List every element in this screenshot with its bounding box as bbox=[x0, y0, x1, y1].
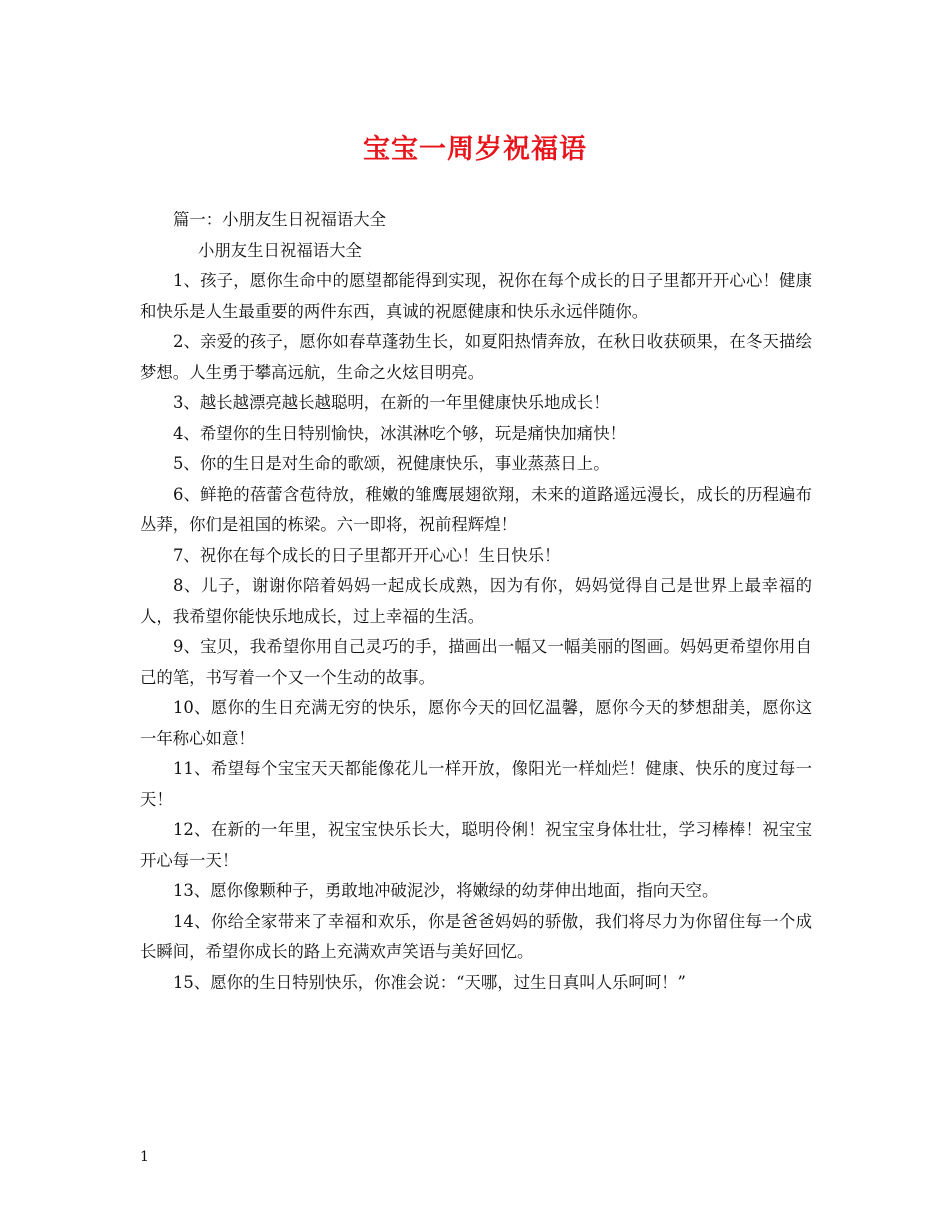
document-body bbox=[140, 205, 812, 998]
section-heading: 篇一：小朋友生日祝福语大全 bbox=[173, 210, 387, 229]
paragraph-14: 14、你给全家带来了幸福和欢乐，你是爸爸妈妈的骄傲，我们将尽力为你留住每一个成长瞬间，希望你成长的路上充满欢声笑语与美好回忆。 bbox=[140, 911, 812, 961]
paragraph-4: 4、希望你的生日特别愉快，冰淇淋吃个够，玩是痛快加痛快！ bbox=[173, 423, 626, 443]
paragraph-12: 12、在新的一年里，祝宝宝快乐长大，聪明伶俐！祝宝宝身体壮壮，学习棒棒！祝宝宝开心每一天！ bbox=[140, 820, 812, 870]
paragraph-10: 10、愿你的生日充满无穷的快乐，愿你今天的回忆温馨，愿你今天的梦想甜美，愿你这一年称心如意！ bbox=[140, 698, 812, 748]
paragraph-11: 11、希望每个宝宝天天都能像花儿一样开放，像阳光一样灿烂！健康、快乐的度过每一天！ bbox=[140, 759, 812, 809]
subheading: 小朋友生日祝福语大全 bbox=[198, 240, 362, 260]
paragraph-7: 7、祝你在每个成长的日子里都开开心心！生日快乐！ bbox=[173, 545, 561, 565]
paragraph-9: 9、宝贝，我希望你用自己灵巧的手，描画出一幅又一幅美丽的图画。妈妈更希望你用自己的笔，书写着一个又一个生动的故事。 bbox=[140, 637, 812, 687]
paragraph-2: 2、亲爱的孩子，愿你如春草蓬勃生长，如夏阳热情奔放，在秋日收获硕果，在冬天描绘梦想。人生勇于攀高远航，生命之火炫目明亮。 bbox=[140, 332, 812, 382]
paragraph-15: 15、愿你的生日特别快乐，你准会说：“天哪，过生日真叫人乐呵呵！” bbox=[173, 972, 686, 992]
paragraph-8: 8、儿子，谢谢你陪着妈妈一起成长成熟，因为有你，妈妈觉得自己是世界上最幸福的人，我希望你能快乐地成长，过上幸福的生活。 bbox=[140, 576, 812, 626]
paragraph-6: 6、鲜艳的蓓蕾含苞待放，稚嫩的雏鹰展翅欲翔，未来的道路遥远漫长，成长的历程遍布丛莽，你们是祖国的栋梁。六一即将，祝前程辉煌！ bbox=[140, 484, 812, 534]
paragraph-1: 1、孩子，愿你生命中的愿望都能得到实现，祝你在每个成长的日子里都开开心心！健康和快乐是人生最重要的两件东西，真诚的祝愿健康和快乐永远伴随你。 bbox=[140, 271, 812, 321]
document-title: 宝宝一周岁祝福语 bbox=[363, 134, 587, 165]
paragraph-3: 3、越长越漂亮越长越聪明，在新的一年里健康快乐地成长！ bbox=[173, 393, 610, 412]
paragraph-5: 5、你的生日是对生命的歌颂，祝健康快乐，事业蒸蒸日上。 bbox=[173, 454, 610, 473]
page-number: 1 bbox=[140, 1149, 149, 1165]
paragraph-13: 13、愿你像颗种子，勇敢地冲破泥沙，将嫩绿的幼芽伸出地面，指向天空。 bbox=[173, 881, 719, 900]
